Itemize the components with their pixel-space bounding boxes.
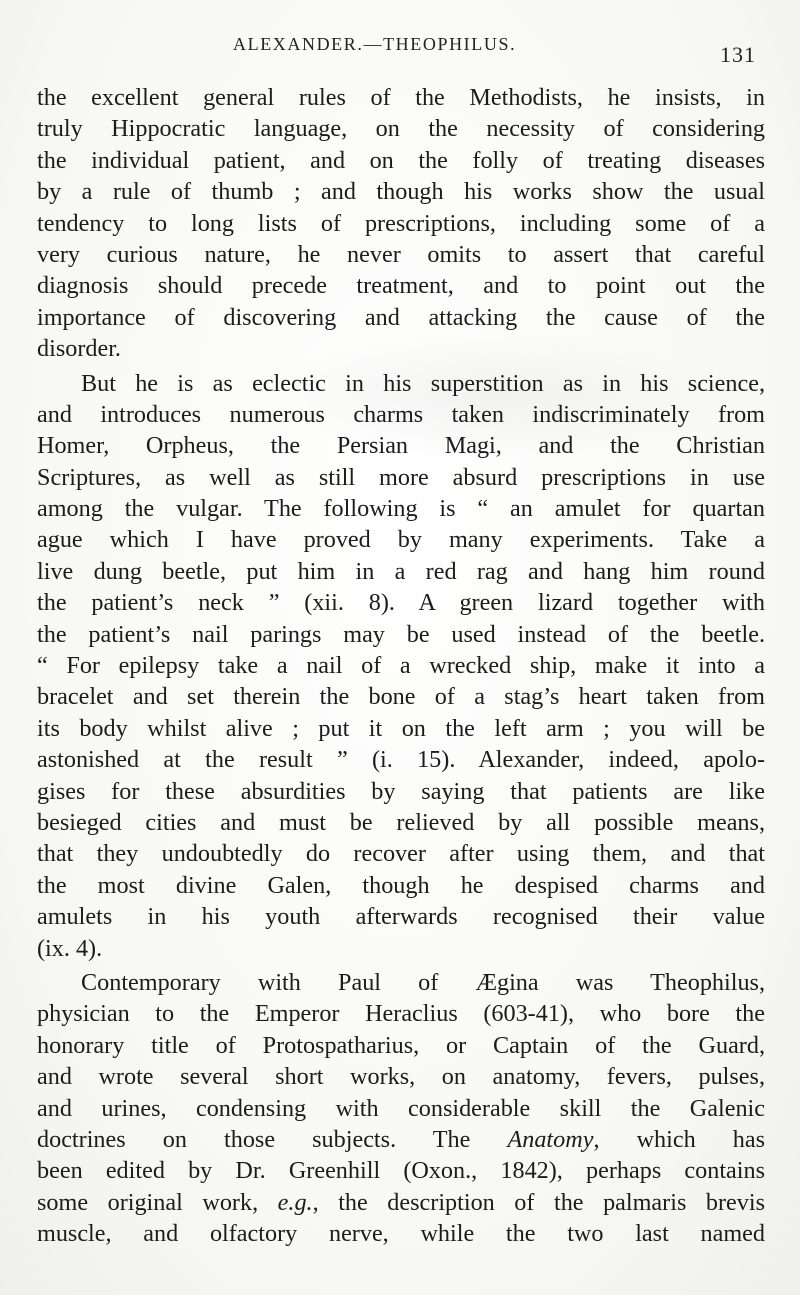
- text-line: But he is as eclectic in his superstition as in his science,: [81, 369, 765, 397]
- text-line: ague which I have proved by many experiments. Take a: [37, 526, 765, 554]
- text-line: the patient’s neck ” (xii. 8). A green lizard together with: [37, 589, 765, 617]
- text-line: and wrote several short works, on anatomy, fevers, pulses,: [37, 1063, 765, 1091]
- text-line: that they undoubtedly do recover after using them, and that: [37, 840, 765, 868]
- text-line: doctrines on those subjects. The Anatomy, which has: [37, 1125, 765, 1153]
- text-line: and urines, condensing with considerable skill the Galenic: [37, 1094, 765, 1122]
- text-line: diagnosis should precede treatment, and to point out the: [37, 272, 765, 300]
- page-number: 131: [720, 42, 756, 67]
- text-line: live dung beetle, put him in a red rag and hang him round: [37, 557, 765, 585]
- text-line: among the vulgar. The following is “ an amulet for quartan: [37, 495, 765, 523]
- text-line: importance of discovering and attacking the cause of the: [37, 303, 765, 331]
- text-line: been edited by Dr. Greenhill (Oxon., 1842), perhaps contains: [37, 1157, 765, 1185]
- text-line: astonished at the result ” (i. 15). Alexander, indeed, apolo-: [37, 746, 765, 774]
- italic-term: Anatomy: [507, 1125, 594, 1153]
- italic-term: e.g.: [277, 1188, 313, 1216]
- text-line: (ix. 4).: [37, 934, 103, 962]
- text-line: amulets in his youth afterwards recognised their value: [37, 903, 765, 931]
- running-title: ALEXANDER.—THEOPHILUS.: [233, 34, 517, 54]
- text-line: very curious nature, he never omits to assert that careful: [37, 240, 765, 268]
- text-line: disorder.: [37, 335, 121, 363]
- text-line: by a rule of thumb ; and though his works show the usual: [37, 178, 765, 206]
- text-line: the most divine Galen, though he despised charms and: [37, 871, 765, 899]
- text-line: besieged cities and must be relieved by all possible means,: [37, 808, 765, 836]
- text-line: the individual patient, and on the folly of treating diseases: [37, 146, 765, 174]
- text-line: gises for these absurdities by saying that patients are like: [37, 777, 765, 805]
- text-line: and introduces numerous charms taken indiscriminately from: [37, 400, 765, 428]
- text-line: Homer, Orpheus, the Persian Magi, and the Christian: [37, 432, 765, 460]
- text-line: the excellent general rules of the Methodists, he insists, in: [37, 84, 765, 111]
- text-line: the patient’s nail parings may be used instead of the beetle.: [37, 620, 765, 648]
- text-line: “ For epilepsy take a nail of a wrecked ship, make it into a: [37, 652, 765, 680]
- text-line: Contemporary with Paul of Ægina was Theophilus,: [81, 968, 765, 996]
- body-text: [37, 82, 765, 1249]
- text-line: muscle, and olfactory nerve, while the two last named: [37, 1220, 765, 1248]
- text-line: Scriptures, as well as still more absurd prescriptions in use: [37, 463, 765, 491]
- text-line: honorary title of Protospatharius, or Captain of the Guard,: [37, 1031, 765, 1059]
- text-line: some original work, e.g., the description of the palmaris brevis: [37, 1188, 766, 1216]
- text-line: physician to the Emperor Heraclius (603-41), who bore the: [37, 1000, 765, 1028]
- text-line: truly Hippocratic language, on the necessity of considering: [37, 115, 765, 143]
- text-line: bracelet and set therein the bone of a stag’s heart taken from: [37, 683, 765, 711]
- text-line: its body whilst alive ; put it on the left arm ; you will be: [37, 714, 765, 742]
- text-line: tendency to long lists of prescriptions, including some of a: [37, 209, 765, 237]
